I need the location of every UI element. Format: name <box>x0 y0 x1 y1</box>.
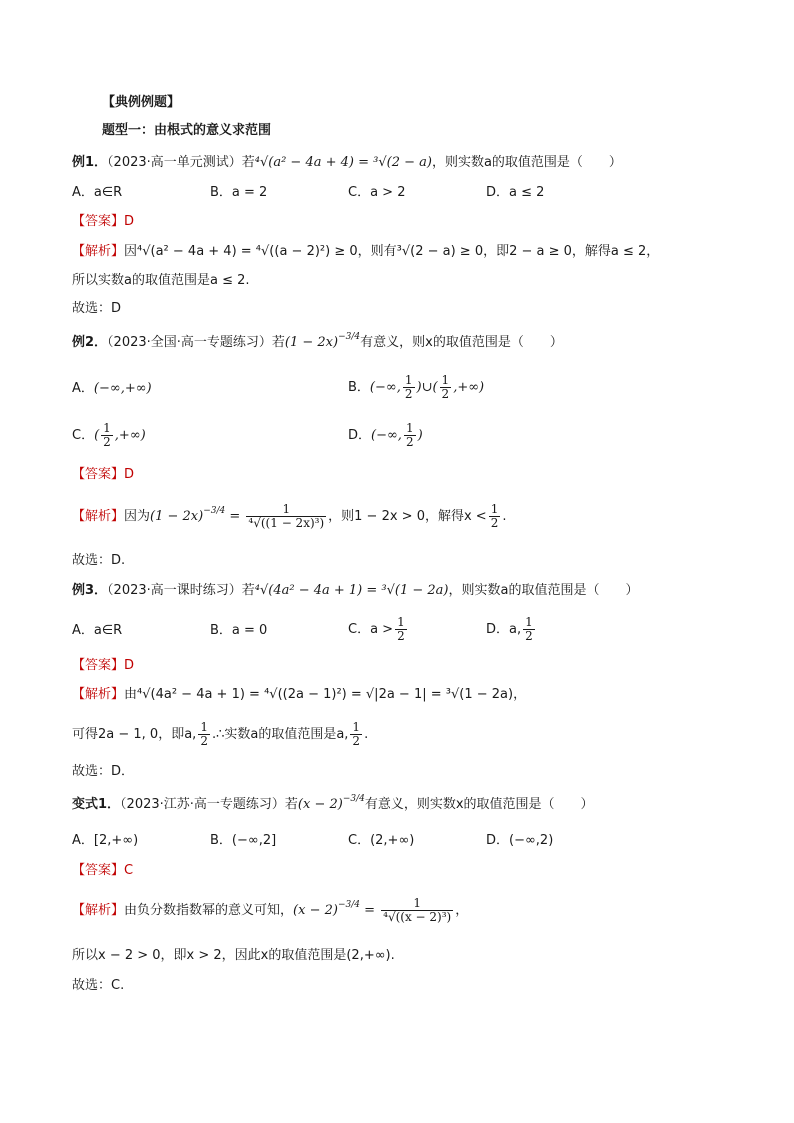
analysis-label: 【解析】 <box>72 903 125 918</box>
numerator: 1 <box>381 897 453 911</box>
option-d: D．(−∞,2) <box>486 833 554 848</box>
analysis-text: 由⁴√(4a² − 4a + 1) = ⁴√((2a − 1)²) = √|2a − 1| = ³√(1 − 2a)， <box>124 687 527 702</box>
exponent: −3/4 <box>342 794 365 804</box>
numerator: 1 <box>246 503 326 517</box>
option-letter: C． <box>72 428 95 443</box>
question-source: （2023·全国·高一专题练习）若 <box>107 335 285 350</box>
option-value: (−∞,+∞) <box>93 381 152 396</box>
equals-sign: = <box>225 509 245 524</box>
union-symbol: )∪( <box>416 380 438 395</box>
denominator: 2 <box>397 629 405 643</box>
fraction-half <box>395 616 407 643</box>
variant-1-question <box>72 796 594 815</box>
denominator: 2 <box>352 734 361 748</box>
option-a: A．a∈R <box>72 185 123 200</box>
fraction-half <box>404 422 416 449</box>
analysis-text-2 <box>72 719 368 751</box>
answer-line <box>72 862 133 880</box>
fraction-half <box>101 422 113 449</box>
choose-line: 故选：D <box>72 301 122 316</box>
option-d <box>348 420 423 452</box>
fraction-half <box>350 721 362 748</box>
fraction-half <box>440 374 452 401</box>
answer-value: D <box>124 467 135 482</box>
question-tail: ，则实数a的取值范围是（ ） <box>448 583 639 598</box>
question-source: （2023·高一课时练习）若 <box>107 583 255 598</box>
option-a <box>72 380 152 398</box>
interval-right: ,+∞) <box>453 380 485 395</box>
interval-left: (−∞, <box>371 428 402 443</box>
fraction-half <box>198 721 210 748</box>
denominator: ⁴√((x − 2)³) <box>383 910 452 924</box>
question-tail: ，则实数a的取值范围是（ ） <box>431 155 622 170</box>
option-c <box>348 614 409 646</box>
answer-line <box>72 466 134 484</box>
option-c: C．a > 2 <box>348 185 406 200</box>
option-letter: D． <box>348 428 372 443</box>
analysis-pre: 因为 <box>124 509 151 524</box>
analysis-line <box>72 894 468 929</box>
option-a: A．[2,+∞) <box>72 833 139 848</box>
answer-label: 【答案】 <box>72 214 125 229</box>
fraction-half <box>403 374 415 401</box>
analysis-text-2: 所以实数a的取值范围是a ≤ 2. <box>72 273 250 288</box>
option-c <box>72 420 146 452</box>
option-b <box>348 372 484 404</box>
answer-line <box>72 213 134 231</box>
question-source: （2023·江苏·高一专题练习）若 <box>120 797 298 812</box>
analysis-line <box>72 500 506 535</box>
option-d <box>486 614 537 646</box>
numerator: 1 <box>200 720 208 734</box>
analysis-fraction <box>246 503 326 530</box>
fraction-half <box>489 503 501 530</box>
period: . <box>502 509 507 524</box>
question-tail: 有意义，则实数x的取值范围是（ ） <box>364 797 594 812</box>
analysis-text-2: 所以x − 2 > 0，即x > 2，因此x的取值范围是(2,+∞). <box>72 948 395 963</box>
numerator: 1 <box>405 421 414 435</box>
numerator: 1 <box>490 502 499 516</box>
example-label: 例2． <box>72 335 108 350</box>
numerator: 1 <box>397 615 405 629</box>
question-source: （2023·高一单元测试）若 <box>107 155 255 170</box>
denominator: 2 <box>200 734 208 748</box>
analysis-mid: .∴实数a的取值范围是a, <box>211 727 349 742</box>
answer-value: D <box>124 214 135 229</box>
answer-line <box>72 657 134 675</box>
choose-line: 故选：D． <box>72 764 135 779</box>
question-expression: ⁴√(4a² − 4a + 1) = ³√(1 − 2a) <box>254 583 449 598</box>
denominator: 2 <box>525 629 533 643</box>
question-expression: (1 − 2x) <box>284 335 339 350</box>
example-label: 例1． <box>72 155 108 170</box>
type-title: 题型一：由根式的意义求范围 <box>102 123 272 138</box>
numerator: 1 <box>352 720 361 734</box>
equals-sign: = <box>359 903 380 918</box>
analysis-pre: 可得2a − 1, 0，即a, <box>72 727 197 742</box>
choose-line: 故选：C. <box>72 978 125 993</box>
answer-value: D <box>124 658 135 673</box>
analysis-line <box>72 686 526 704</box>
fraction-half <box>523 616 535 643</box>
analysis-text: 因⁴√(a² − 4a + 4) = ⁴√((a − 2)²) ≥ 0，则有³√(2 − a) ≥ 0，即2 − a ≥ 0，解得a ≤ 2， <box>124 244 660 259</box>
denominator: 2 <box>441 387 450 401</box>
option-a: A．a∈R <box>72 623 123 638</box>
analysis-expression: (1 − 2x) <box>150 509 204 524</box>
question-expression: ⁴√(a² − 4a + 4) = ³√(2 − a) <box>254 155 432 170</box>
interval-left: (−∞, <box>369 380 401 395</box>
numerator: 1 <box>525 615 533 629</box>
numerator: 1 <box>103 421 111 435</box>
open-paren: ( <box>94 428 100 443</box>
option-text: C．a > <box>348 622 394 637</box>
option-letter: A． <box>72 381 94 396</box>
option-b: B．a = 2 <box>210 185 268 200</box>
analysis-mid: ，则1 − 2x > 0，解得x < <box>328 509 487 524</box>
exponent: −3/4 <box>203 506 226 516</box>
choose-line: 故选：D. <box>72 553 126 568</box>
answer-label: 【答案】 <box>72 658 125 673</box>
analysis-label: 【解析】 <box>72 687 125 702</box>
close-paren: ) <box>417 428 423 443</box>
answer-label: 【答案】 <box>72 467 125 482</box>
option-d: D．a ≤ 2 <box>486 185 545 200</box>
denominator: ⁴√((1 − 2x)³) <box>248 516 325 530</box>
denominator: 2 <box>490 516 499 530</box>
numerator: 1 <box>441 373 450 387</box>
example-1-question <box>72 154 622 172</box>
numerator: 1 <box>404 373 413 387</box>
option-letter: B． <box>348 380 370 395</box>
interval-right: ,+∞) <box>114 428 146 443</box>
example-label: 例3． <box>72 583 108 598</box>
denominator: 2 <box>404 387 413 401</box>
example-2-question <box>72 334 563 353</box>
analysis-line <box>72 243 659 261</box>
option-c: C．(2,+∞) <box>348 833 415 848</box>
comma: ， <box>455 903 469 918</box>
section-title: 【典例例题】 <box>102 95 181 110</box>
example-3-question <box>72 582 638 600</box>
period: . <box>364 727 369 742</box>
answer-value: C <box>124 863 134 878</box>
option-b: B．(−∞,2] <box>210 833 277 848</box>
option-b: B．a = 0 <box>210 623 268 638</box>
question-expression: (x − 2) <box>297 797 343 812</box>
denominator: 2 <box>103 435 111 449</box>
analysis-expression: (x − 2) <box>293 903 338 918</box>
option-text: D．a, <box>486 622 522 637</box>
analysis-label: 【解析】 <box>72 509 125 524</box>
exponent: −3/4 <box>338 332 361 342</box>
question-tail: 有意义，则x的取值范围是（ ） <box>360 335 563 350</box>
analysis-fraction <box>381 897 453 924</box>
answer-label: 【答案】 <box>72 863 125 878</box>
analysis-pre: 由负分数指数幂的意义可知， <box>124 903 294 918</box>
denominator: 2 <box>405 435 414 449</box>
analysis-label: 【解析】 <box>72 244 125 259</box>
exponent: −3/4 <box>337 900 360 910</box>
variant-label: 变式1． <box>72 797 121 812</box>
